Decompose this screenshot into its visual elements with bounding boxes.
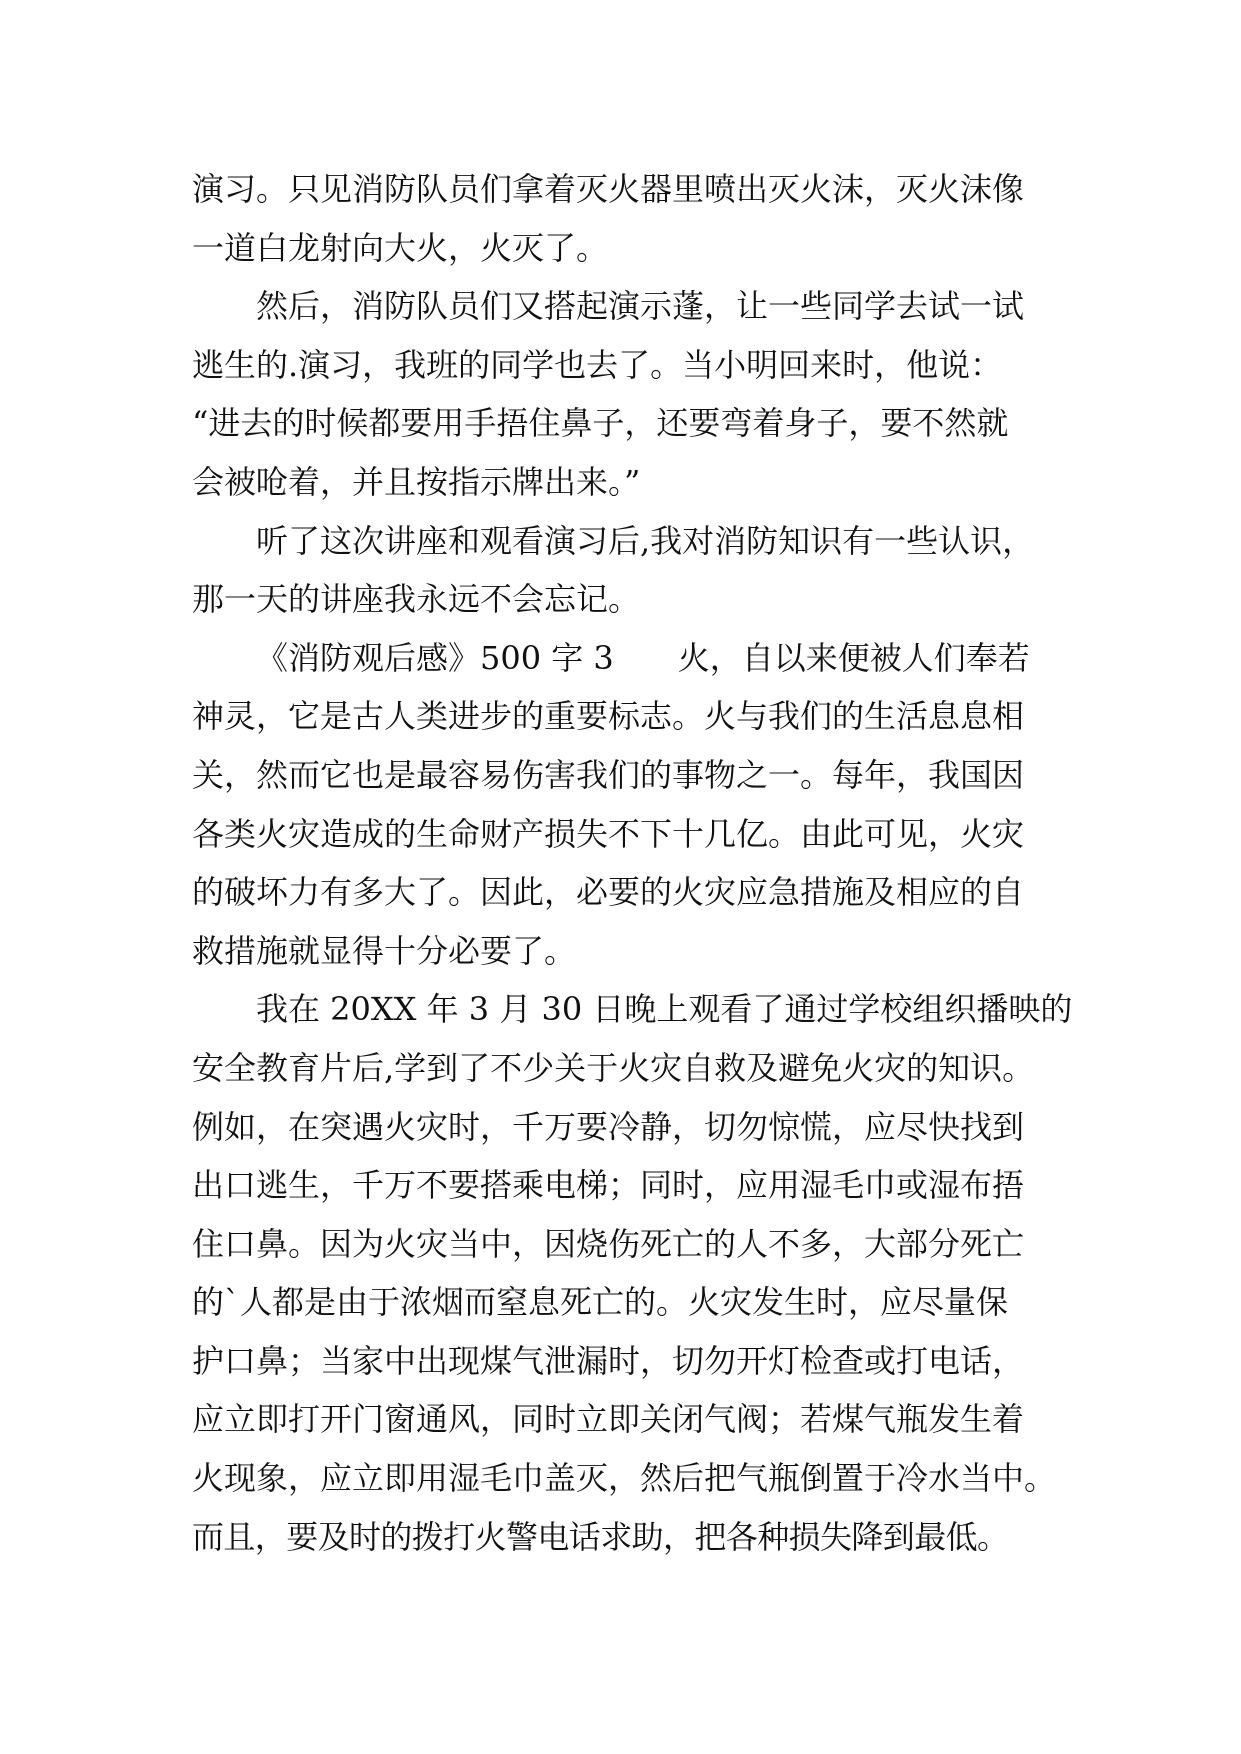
text-line: 例如，在突遇火灾时，千万要冷静，切勿惊慌，应尽快找到 [192,1107,1025,1146]
text-line: 住口鼻。因为火灾当中，因烧伤死亡的人不多，大部分死亡 [192,1224,1025,1263]
text-line: 各类火灾造成的生命财产损失不下十几亿。由此可见，火灾 [192,814,1025,853]
text-line: 出口逃生，千万不要搭乘电梯；同时，应用湿毛巾或湿布捂 [192,1166,1025,1205]
text-line: 的破坏力有多大了。因此，必要的火灾应急措施及相应的自 [192,873,1025,912]
text-line: 会被呛着，并且按指示牌出来。” [192,462,641,501]
text-line: 救措施就显得十分必要了。 [192,931,577,970]
text-line: 一道白龙射向大火，火灭了。 [192,228,609,267]
text-line: “进去的时候都要用手捂住鼻子，还要弯着身子，要不然就 [192,404,1009,443]
paragraph-start-line: 然后，消防队员们又搭起演示蓬，让一些同学去试一试 [256,287,1025,326]
text-line: 神灵，它是古人类进步的重要标志。火与我们的生活息息相 [192,697,1025,736]
section-heading-line: 《消防观后感》500 字 3 火，自以来便被人们奉若 [256,638,1030,677]
text-line: 而且，要及时的拨打火警电话求助，把各种损失降到最低。 [192,1517,1009,1556]
text-line: 关，然而它也是最容易伤害我们的事物之一。每年，我国因 [192,755,1025,794]
text-line: 应立即打开门窗通风，同时立即关闭气阀；若煤气瓶发生着 [192,1400,1025,1439]
text-line: 的`人都是由于浓烟而窒息死亡的。火灾发生时，应尽量保 [192,1283,1009,1322]
text-line: 那一天的讲座我永远不会忘记。 [192,580,641,619]
text-line: 火现象，应立即用湿毛巾盖灭，然后把气瓶倒置于冷水当中。 [192,1459,1057,1498]
text-line: 演习。只见消防队员们拿着灭火器里喷出灭火沫，灭火沫像 [192,170,1025,208]
paragraph-start-line: 听了这次讲座和观看演习后,我对消防知识有一些认识， [256,521,1035,560]
text-line: 逃生的.演习，我班的同学也去了。当小明回来时，他说： [192,345,1003,384]
text-line: 安全教育片后,学到了不少关于火灾自救及避免火灾的知识。 [192,1048,1035,1087]
paragraph-start-line: 我在 20XX 年 3 月 30 日晚上观看了通过学校组织播映的 [256,990,1073,1029]
text-line: 护口鼻；当家中出现煤气泄漏时，切勿开灯检查或打电话， [192,1341,1025,1380]
essay-body [192,160,1072,1566]
